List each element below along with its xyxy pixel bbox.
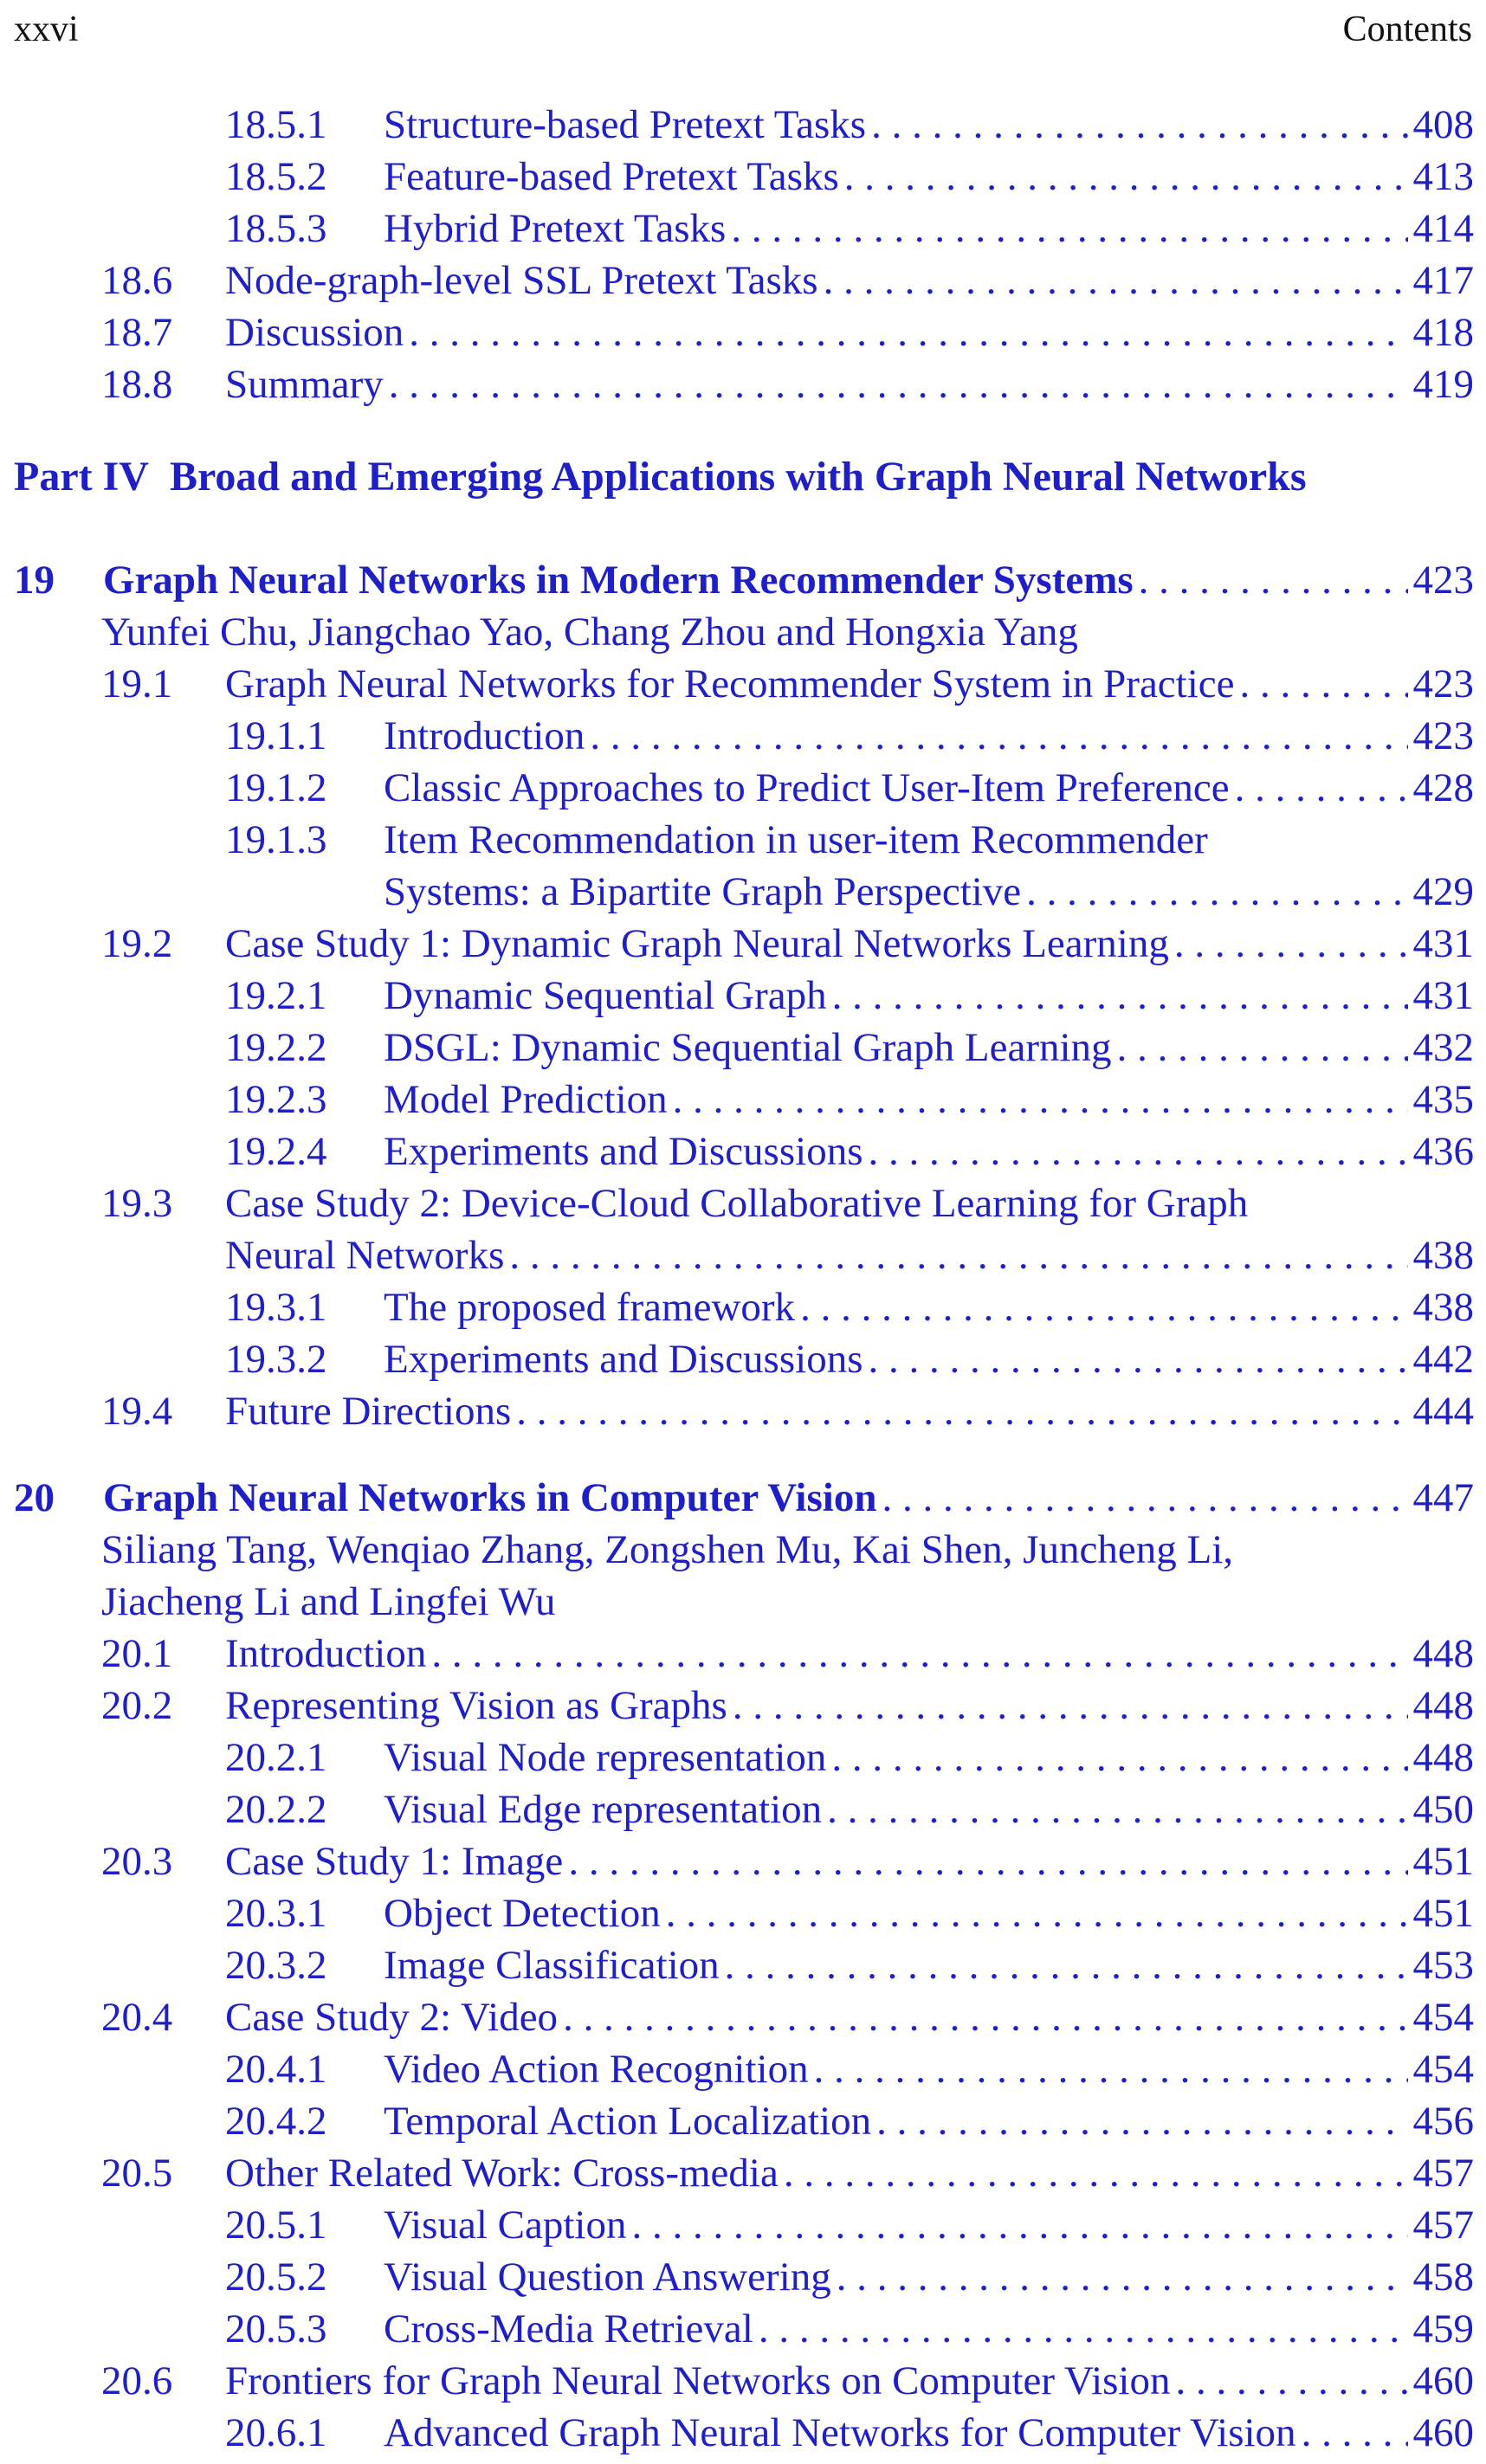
toc-entry-18-5-2[interactable] bbox=[225, 151, 1474, 203]
entry-page: 428 bbox=[1412, 765, 1474, 810]
dot-leader bbox=[827, 1783, 1407, 1835]
page-number-label: xxvi bbox=[14, 10, 79, 49]
entry-title: Introduction bbox=[225, 1631, 427, 1676]
entry-number: 19.2.2 bbox=[225, 1025, 327, 1070]
entry-page: 448 bbox=[1412, 1631, 1474, 1676]
entry-title: Video Action Recognition bbox=[384, 2047, 809, 2092]
entry-number: 19.3.1 bbox=[225, 1285, 327, 1330]
dot-leader bbox=[666, 1887, 1408, 1939]
toc-entry-18-6[interactable] bbox=[101, 255, 1474, 306]
entry-number: 20.4.1 bbox=[225, 2047, 327, 2092]
entry-title: Case Study 1: Image bbox=[225, 1839, 564, 1884]
part-title: Broad and Emerging Applications with Graph Neural Networks bbox=[169, 454, 1307, 500]
entry-number: 20.5.3 bbox=[225, 2306, 327, 2351]
entry-title: The proposed framework bbox=[384, 1285, 796, 1330]
entry-number: 19.2 bbox=[101, 921, 173, 966]
toc-entry-19-3-continued[interactable] bbox=[225, 1229, 1474, 1281]
entry-page: 432 bbox=[1412, 1025, 1474, 1070]
toc-chapter-19[interactable] bbox=[14, 554, 1474, 606]
entry-title: Summary bbox=[225, 362, 384, 407]
toc-entry-20-3[interactable] bbox=[101, 1835, 1474, 1887]
entry-title: Visual Edge representation bbox=[384, 1787, 823, 1832]
entry-number: 19.1.2 bbox=[225, 765, 327, 810]
dot-leader bbox=[831, 1732, 1407, 1783]
chapter-number: 20 bbox=[14, 1475, 55, 1520]
dot-leader bbox=[1235, 762, 1408, 814]
toc-entry-20-1[interactable] bbox=[101, 1628, 1474, 1680]
entry-title: Object Detection bbox=[384, 1891, 661, 1936]
dot-leader bbox=[389, 358, 1408, 410]
entry-number: 20.1 bbox=[101, 1631, 173, 1676]
entry-page: 419 bbox=[1412, 362, 1474, 407]
entry-title: Graph Neural Networks for Recommender System in Practice bbox=[225, 661, 1235, 706]
entry-number: 20.4 bbox=[101, 1995, 173, 2040]
chapter-number: 19 bbox=[14, 558, 55, 603]
toc-entry-20-2-2[interactable] bbox=[225, 1783, 1474, 1835]
entry-page: 438 bbox=[1412, 1285, 1474, 1330]
entry-page: 438 bbox=[1412, 1233, 1474, 1278]
dot-leader bbox=[832, 970, 1408, 1022]
entry-page: 435 bbox=[1412, 1077, 1474, 1122]
toc-entry-20-6-1[interactable] bbox=[225, 2407, 1474, 2459]
entry-number: 18.5.1 bbox=[225, 102, 327, 147]
toc-entry-20-5[interactable] bbox=[101, 2147, 1474, 2199]
dot-leader bbox=[837, 2251, 1408, 2303]
entry-number: 18.6 bbox=[101, 258, 173, 303]
entry-number: 19.2.4 bbox=[225, 1129, 327, 1174]
entry-title: Frontiers for Graph Neural Networks on Computer Vision bbox=[225, 2358, 1171, 2403]
entry-page: 451 bbox=[1412, 1839, 1474, 1884]
entry-number: 19.1 bbox=[101, 661, 173, 706]
toc-entry-20-4-1[interactable] bbox=[225, 2043, 1474, 2095]
dot-leader bbox=[1174, 918, 1408, 970]
chapter-title: Graph Neural Networks in Modern Recommender Systems bbox=[103, 558, 1134, 603]
toc-entry-18-5-1[interactable] bbox=[225, 99, 1474, 151]
part-label: Part IV bbox=[14, 454, 149, 500]
dot-leader bbox=[509, 1229, 1407, 1281]
entry-number: 19.2.1 bbox=[225, 973, 327, 1018]
toc-entry-20-5-1[interactable] bbox=[225, 2199, 1474, 2251]
entry-page: 457 bbox=[1412, 2151, 1474, 2196]
entry-page: 460 bbox=[1412, 2358, 1474, 2403]
toc-entry-19-1-3[interactable] bbox=[225, 814, 1474, 866]
entry-title: Model Prediction bbox=[384, 1077, 668, 1122]
entry-page: 447 bbox=[1412, 1475, 1474, 1520]
dot-leader bbox=[1302, 2407, 1408, 2459]
entry-page: 408 bbox=[1412, 102, 1474, 147]
entry-page: 431 bbox=[1412, 921, 1474, 966]
entry-number: 18.5.2 bbox=[225, 154, 327, 199]
chapter-authors: Siliang Tang, Wenqiao Zhang, Zongshen Mu, Kai Shen, Juncheng Li, bbox=[101, 1527, 1234, 1572]
chapter-authors-continued: Jiacheng Li and Lingfei Wu bbox=[101, 1579, 556, 1624]
entry-title: Classic Approaches to Predict User-Item Preference bbox=[384, 765, 1230, 810]
entry-number: 20.5.1 bbox=[225, 2203, 327, 2248]
entry-number: 18.7 bbox=[101, 310, 173, 355]
entry-title-continued: Systems: a Bipartite Graph Perspective bbox=[384, 869, 1022, 914]
entry-number: 18.5.3 bbox=[225, 206, 327, 251]
dot-leader bbox=[563, 1991, 1407, 2043]
toc-entry-18-5-3[interactable] bbox=[225, 203, 1474, 255]
toc-entry-19-2-1[interactable] bbox=[225, 970, 1474, 1022]
toc-entry-19-2-2[interactable] bbox=[225, 1022, 1474, 1074]
dot-leader bbox=[784, 2147, 1408, 2199]
dot-leader bbox=[431, 1628, 1407, 1680]
dot-leader bbox=[800, 1281, 1407, 1333]
toc-entry-20-3-2[interactable] bbox=[225, 1939, 1474, 1991]
entry-number: 20.2.2 bbox=[225, 1787, 327, 1832]
entry-page: 454 bbox=[1412, 1995, 1474, 2040]
entry-page: 431 bbox=[1412, 973, 1474, 1018]
entry-number: 19.1.3 bbox=[225, 817, 327, 862]
entry-title: Future Directions bbox=[225, 1389, 512, 1434]
toc-entry-18-8[interactable] bbox=[101, 358, 1474, 410]
toc-entry-19-2[interactable] bbox=[101, 918, 1474, 970]
toc-entry-19-3[interactable] bbox=[101, 1177, 1474, 1229]
toc-entry-20-2-1[interactable] bbox=[225, 1732, 1474, 1783]
entry-page: 423 bbox=[1412, 661, 1474, 706]
toc-entry-19-3-2[interactable] bbox=[225, 1333, 1474, 1385]
entry-number: 20.2 bbox=[101, 1683, 173, 1728]
toc-entry-20-4-2[interactable] bbox=[225, 2095, 1474, 2147]
toc-entry-19-1[interactable] bbox=[101, 658, 1474, 710]
entry-page: 413 bbox=[1412, 154, 1474, 199]
entry-page: 414 bbox=[1412, 206, 1474, 251]
toc-entry-19-1-1[interactable] bbox=[225, 710, 1474, 762]
entry-number: 19.1.1 bbox=[225, 713, 327, 758]
entry-page: 459 bbox=[1412, 2306, 1474, 2351]
dot-leader bbox=[871, 99, 1407, 151]
toc-entry-18-7[interactable] bbox=[101, 306, 1474, 358]
toc-entry-19-2-3[interactable] bbox=[225, 1074, 1474, 1126]
entry-number: 19.2.3 bbox=[225, 1077, 327, 1122]
entry-title: Introduction bbox=[384, 713, 585, 758]
entry-number: 20.5 bbox=[101, 2151, 173, 2196]
dot-leader bbox=[844, 151, 1408, 203]
entry-title: Discussion bbox=[225, 310, 404, 355]
dot-leader bbox=[590, 710, 1407, 762]
entry-number: 20.3.1 bbox=[225, 1891, 327, 1936]
entry-title: Dynamic Sequential Graph bbox=[384, 973, 827, 1018]
dot-leader bbox=[733, 1680, 1408, 1732]
entry-title: Advanced Graph Neural Networks for Computer Vision bbox=[384, 2410, 1296, 2455]
toc-entry-20-5-3[interactable] bbox=[225, 2303, 1474, 2355]
entry-number: 19.3.2 bbox=[225, 1337, 327, 1382]
section-label: Contents bbox=[1342, 10, 1472, 49]
dot-leader bbox=[673, 1074, 1408, 1126]
dot-leader bbox=[869, 1333, 1408, 1385]
entry-page: 423 bbox=[1412, 713, 1474, 758]
toc-entry-20-3-1[interactable] bbox=[225, 1887, 1474, 1939]
entry-number: 20.6.1 bbox=[225, 2410, 327, 2455]
entry-page: 450 bbox=[1412, 1787, 1474, 1832]
entry-title: Feature-based Pretext Tasks bbox=[384, 154, 839, 199]
entry-page: 456 bbox=[1412, 2099, 1474, 2144]
entry-title: Visual Question Answering bbox=[384, 2254, 831, 2300]
entry-number: 20.3 bbox=[101, 1839, 173, 1884]
entry-page: 448 bbox=[1412, 1735, 1474, 1780]
dot-leader bbox=[882, 1472, 1407, 1524]
entry-page: 458 bbox=[1412, 2254, 1474, 2300]
chapter-title: Graph Neural Networks in Computer Vision bbox=[103, 1475, 877, 1520]
toc-entry-19-1-2[interactable] bbox=[225, 762, 1474, 814]
dot-leader bbox=[516, 1385, 1407, 1437]
dot-leader bbox=[1117, 1022, 1408, 1074]
entry-title: Temporal Action Localization bbox=[384, 2099, 872, 2144]
entry-title: Case Study 2: Device-Cloud Collaborative Learning for Graph bbox=[225, 1181, 1249, 1226]
dot-leader bbox=[725, 1939, 1408, 1991]
entry-title: Experiments and Discussions bbox=[384, 1129, 863, 1174]
entry-page: 453 bbox=[1412, 1943, 1474, 1988]
dot-leader bbox=[814, 2043, 1408, 2095]
toc-entry-20-4[interactable] bbox=[101, 1991, 1474, 2043]
entry-page: 417 bbox=[1412, 258, 1474, 303]
dot-leader bbox=[1240, 658, 1408, 710]
dot-leader bbox=[876, 2095, 1407, 2147]
toc-entry-20-2[interactable] bbox=[101, 1680, 1474, 1732]
toc-entry-20-6[interactable] bbox=[101, 2355, 1474, 2407]
dot-leader bbox=[1139, 554, 1408, 606]
dot-leader bbox=[731, 203, 1407, 255]
entry-number: 20.4.2 bbox=[225, 2099, 327, 2144]
entry-page: 451 bbox=[1412, 1891, 1474, 1936]
entry-page: 436 bbox=[1412, 1129, 1474, 1174]
toc-entry-19-4[interactable] bbox=[101, 1385, 1474, 1437]
entry-title: Hybrid Pretext Tasks bbox=[384, 206, 727, 251]
entry-title: Image Classification bbox=[384, 1943, 720, 1988]
dot-leader bbox=[1176, 2355, 1408, 2407]
entry-title-continued: Neural Networks bbox=[225, 1233, 505, 1278]
toc-entry-20-5-2[interactable] bbox=[225, 2251, 1474, 2303]
entry-title: Visual Caption bbox=[384, 2203, 627, 2248]
toc-entry-19-1-3-continued[interactable] bbox=[384, 866, 1474, 918]
toc-chapter-20[interactable] bbox=[14, 1472, 1474, 1524]
entry-title: Visual Node representation bbox=[384, 1735, 827, 1780]
entry-title: Experiments and Discussions bbox=[384, 1337, 863, 1382]
entry-title: DSGL: Dynamic Sequential Graph Learning bbox=[384, 1025, 1112, 1070]
entry-number: 20.6 bbox=[101, 2358, 173, 2403]
entry-page: 454 bbox=[1412, 2047, 1474, 2092]
entry-title: Other Related Work: Cross-media bbox=[225, 2151, 779, 2196]
part-heading[interactable] bbox=[14, 450, 1307, 504]
entry-page: 460 bbox=[1412, 2410, 1474, 2455]
entry-number: 20.2.1 bbox=[225, 1735, 327, 1780]
entry-title: Cross-Media Retrieval bbox=[384, 2306, 753, 2351]
entry-page: 418 bbox=[1412, 310, 1474, 355]
entry-number: 19.4 bbox=[101, 1389, 173, 1434]
dot-leader bbox=[568, 1835, 1407, 1887]
entry-number: 18.8 bbox=[101, 362, 173, 407]
entry-page: 444 bbox=[1412, 1389, 1474, 1434]
chapter-authors: Yunfei Chu, Jiangchao Yao, Chang Zhou and Hongxia Yang bbox=[101, 610, 1078, 655]
entry-page: 457 bbox=[1412, 2203, 1474, 2248]
entry-number: 20.3.2 bbox=[225, 1943, 327, 1988]
entry-title: Case Study 1: Dynamic Graph Neural Networks Learning bbox=[225, 921, 1169, 966]
entry-title: Structure-based Pretext Tasks bbox=[384, 102, 867, 147]
entry-page: 423 bbox=[1412, 558, 1474, 603]
dot-leader bbox=[869, 1126, 1408, 1177]
entry-page: 429 bbox=[1412, 869, 1474, 914]
toc-entry-19-3-1[interactable] bbox=[225, 1281, 1474, 1333]
dot-leader bbox=[409, 306, 1407, 358]
entry-title: Item Recommendation in user-item Recommender bbox=[384, 817, 1208, 862]
entry-page: 448 bbox=[1412, 1683, 1474, 1728]
entry-page: 442 bbox=[1412, 1337, 1474, 1382]
toc-entry-19-2-4[interactable] bbox=[225, 1126, 1474, 1177]
running-head bbox=[14, 5, 1472, 54]
dot-leader bbox=[1026, 866, 1407, 918]
entry-number: 20.5.2 bbox=[225, 2254, 327, 2300]
dot-leader bbox=[759, 2303, 1408, 2355]
entry-number: 19.3 bbox=[101, 1181, 173, 1226]
dot-leader bbox=[631, 2199, 1407, 2251]
dot-leader bbox=[824, 255, 1408, 306]
entry-title: Case Study 2: Video bbox=[225, 1995, 559, 2040]
entry-title: Node-graph-level SSL Pretext Tasks bbox=[225, 258, 818, 303]
entry-title: Representing Vision as Graphs bbox=[225, 1683, 727, 1728]
